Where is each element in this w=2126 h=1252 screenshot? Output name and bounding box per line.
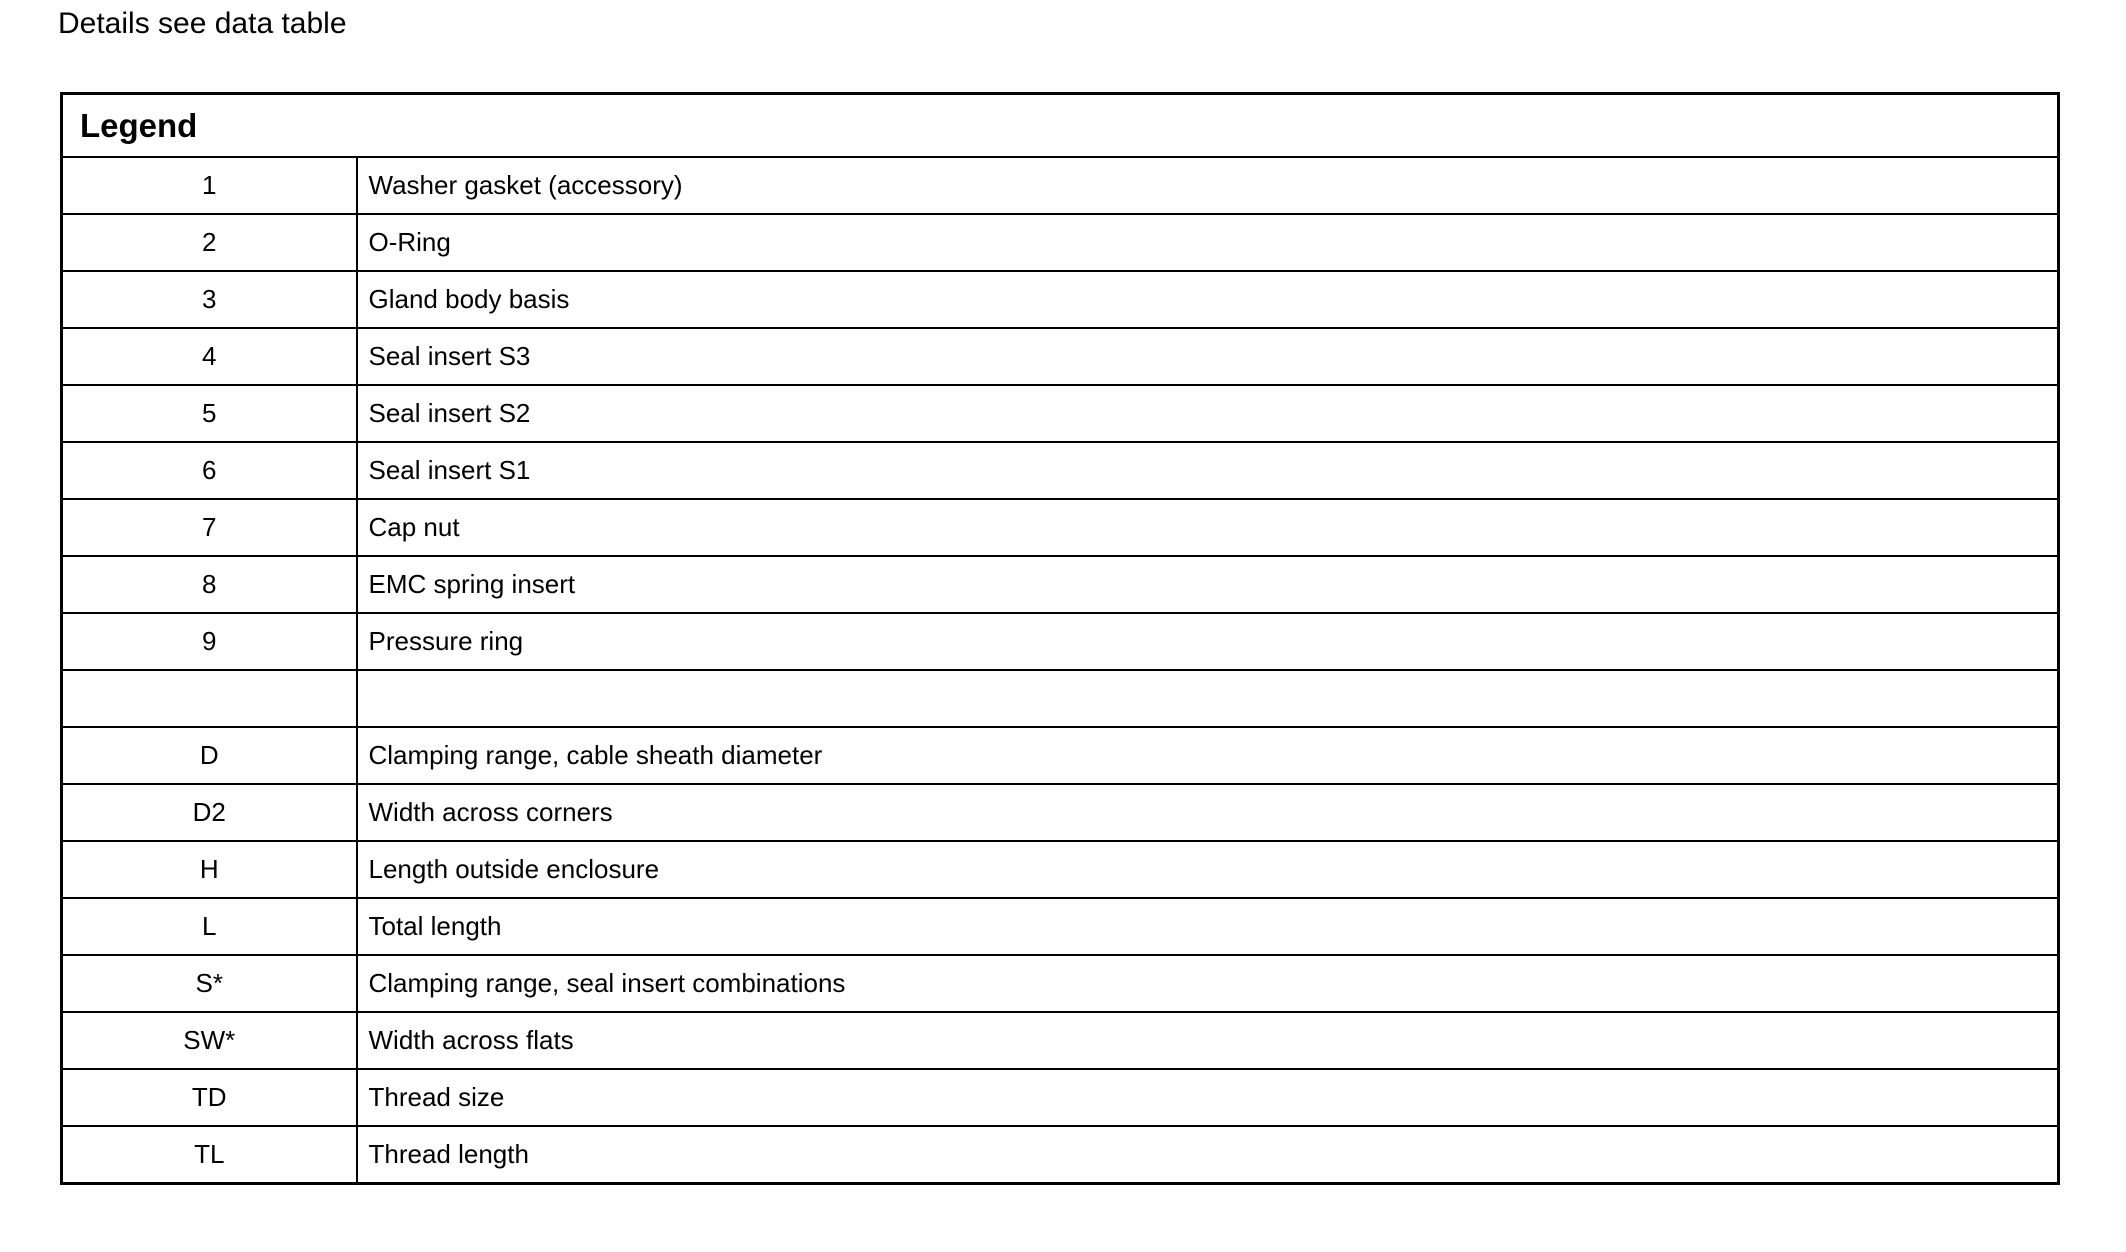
legend-description: EMC spring insert [357,556,2059,613]
legend-description: Clamping range, cable sheath diameter [357,727,2059,784]
legend-description: Total length [357,898,2059,955]
table-row-2 [62,214,2059,271]
details-note: Details see data table [58,7,347,40]
table-row-d2 [62,784,2059,841]
legend-description [357,670,2059,727]
legend-description: Thread length [357,1126,2059,1183]
legend-key: SW* [62,1012,357,1069]
legend-key: TL [62,1126,357,1183]
legend-key: 2 [62,214,357,271]
table-row-tl [62,1126,2059,1183]
legend-title: Legend [62,94,2059,158]
table-row-sw [62,1012,2059,1069]
legend-description: Thread size [357,1069,2059,1126]
legend-table [60,92,2060,1185]
table-row-td [62,1069,2059,1126]
legend-description: Cap nut [357,499,2059,556]
legend-key: 3 [62,271,357,328]
legend-key: 7 [62,499,357,556]
legend-description: Clamping range, seal insert combinations [357,955,2059,1012]
legend-key: 5 [62,385,357,442]
legend-key: 1 [62,157,357,214]
table-row-s [62,955,2059,1012]
legend-description: Pressure ring [357,613,2059,670]
legend-key: 4 [62,328,357,385]
legend-title-row [62,94,2059,158]
table-row-5 [62,385,2059,442]
legend-description: Width across flats [357,1012,2059,1069]
legend-key: 6 [62,442,357,499]
legend-key: D [62,727,357,784]
table-row-8 [62,556,2059,613]
legend-key: 8 [62,556,357,613]
legend-key: 9 [62,613,357,670]
legend-description: Length outside enclosure [357,841,2059,898]
table-row-spacer [62,670,2059,727]
legend-key: TD [62,1069,357,1126]
legend-key: D2 [62,784,357,841]
legend-description: O-Ring [357,214,2059,271]
table-row-6 [62,442,2059,499]
legend-key: L [62,898,357,955]
table-row-d [62,727,2059,784]
table-row-h [62,841,2059,898]
legend-key [62,670,357,727]
table-row-9 [62,613,2059,670]
legend-description: Gland body basis [357,271,2059,328]
table-row-7 [62,499,2059,556]
legend-key: H [62,841,357,898]
legend-description: Seal insert S1 [357,442,2059,499]
legend-key: S* [62,955,357,1012]
legend-description: Washer gasket (accessory) [357,157,2059,214]
table-row-3 [62,271,2059,328]
table-row-4 [62,328,2059,385]
table-row-l [62,898,2059,955]
table-row-1 [62,157,2059,214]
legend-description: Seal insert S2 [357,385,2059,442]
legend-description: Seal insert S3 [357,328,2059,385]
legend-description: Width across corners [357,784,2059,841]
